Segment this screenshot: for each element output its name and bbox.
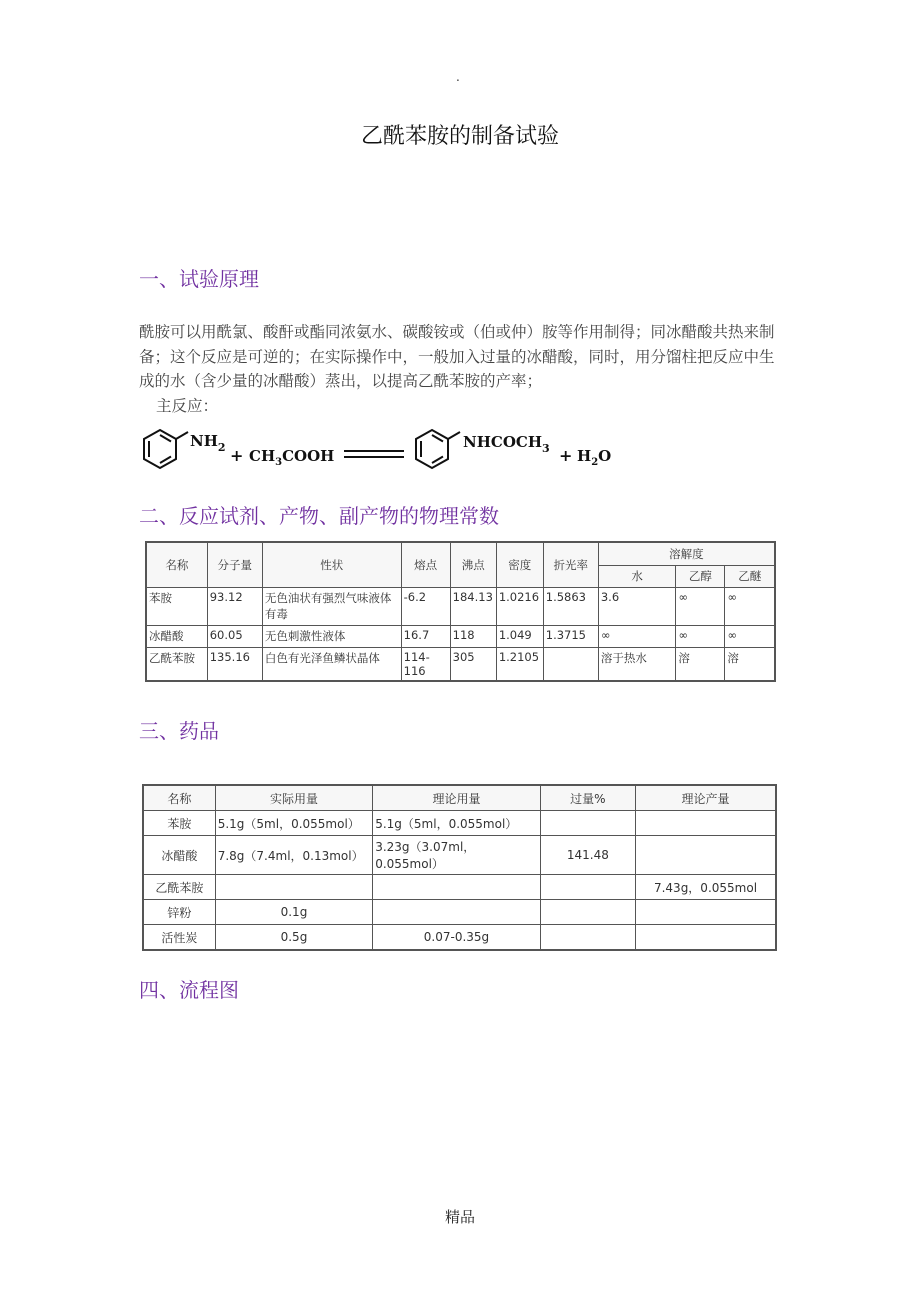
product2-part-b: O <box>598 447 612 465</box>
table-cell: 乙酰苯胺 <box>143 875 215 900</box>
header-solubility-water: 水 <box>598 565 676 587</box>
table-cell <box>540 925 635 951</box>
table-cell <box>636 811 776 836</box>
header-melting-point: 熔点 <box>401 542 450 587</box>
product2-part-a: H <box>577 447 592 465</box>
table-cell <box>540 811 635 836</box>
header-refractive-index: 折光率 <box>543 542 598 587</box>
benzene-ring-left <box>144 430 188 468</box>
header-name: 名称 <box>146 542 207 587</box>
table-cell: 冰醋酸 <box>143 836 215 875</box>
benzene-ring-right <box>416 430 460 468</box>
table-cell <box>215 875 372 900</box>
table-cell: 0.5g <box>215 925 372 951</box>
svg-text:CH3COOH <box>249 447 334 468</box>
reactant2-part-a: CH <box>249 447 276 465</box>
table-cell <box>540 875 635 900</box>
table-row <box>146 647 775 681</box>
table-cell: 苯胺 <box>143 811 215 836</box>
table-cell: 118 <box>450 625 496 647</box>
table-row <box>143 900 776 925</box>
table-cell: 141.48 <box>540 836 635 875</box>
section-heading-constants: 二、反应试剂、产物、副产物的物理常数 <box>139 504 499 528</box>
table-cell: 溶 <box>725 647 775 681</box>
svg-text:NH2 <box>190 432 226 454</box>
table-cell: 1.0216 <box>496 587 543 625</box>
table-cell: ∞ <box>676 587 725 625</box>
table-cell: 93.12 <box>207 587 262 625</box>
table-cell: 5.1g（5ml，0.055mol） <box>373 811 541 836</box>
table-cell: 无色油状有强烈气味液体有毒 <box>262 587 401 625</box>
table-cell: 0.07-0.35g <box>373 925 541 951</box>
table-cell: 3.23g（3.07ml，0.055mol） <box>373 836 541 875</box>
header-mark: . <box>456 70 460 84</box>
section-heading-flowchart: 四、流程图 <box>139 978 239 1002</box>
table-cell: 白色有光泽鱼鳞状晶体 <box>262 647 401 681</box>
table-cell: 7.43g，0.055mol <box>636 875 776 900</box>
header-theoretical-yield: 理论产量 <box>636 785 776 811</box>
header-name: 名称 <box>143 785 215 811</box>
section-heading-principle: 一、试验原理 <box>139 267 259 291</box>
reagents-table <box>142 784 777 951</box>
table-cell: 184.13 <box>450 587 496 625</box>
page-title: 乙酰苯胺的制备试验 <box>360 124 559 149</box>
table-cell: ∞ <box>725 587 775 625</box>
principle-paragraph: 酰胺可以用酰氯、酸酐或酯同浓氨水、碳酸铵或（伯或仲）胺等作用制得；同冰醋酸共热来制备；这个反应是可逆的；在实际操作中，一般加入过量的冰醋酸，同时，用分馏柱把反应中生成的水（含少量的冰醋酸）蒸出，以提高乙酰苯胺的产率； <box>139 323 775 390</box>
table-cell <box>636 925 776 951</box>
plus-sign-2: + <box>559 446 573 465</box>
svg-text:NHCOCH3 <box>463 433 550 455</box>
reactant2-part-b: COOH <box>282 447 335 465</box>
physical-constants-table <box>145 541 776 682</box>
table-cell: 1.3715 <box>543 625 598 647</box>
table-cell: ∞ <box>598 625 676 647</box>
table-cell: 5.1g（5ml，0.055mol） <box>215 811 372 836</box>
table-cell: ∞ <box>725 625 775 647</box>
table-cell: 1.049 <box>496 625 543 647</box>
table-cell <box>540 900 635 925</box>
table-cell: 305 <box>450 647 496 681</box>
table-row <box>146 587 775 625</box>
table-cell: 冰醋酸 <box>146 625 207 647</box>
table-cell: 3.6 <box>598 587 676 625</box>
table-cell: 0.1g <box>215 900 372 925</box>
product1-part-a: NHCOCH <box>463 433 542 451</box>
main-reaction-label: 主反应： <box>156 397 219 415</box>
table-cell: 活性炭 <box>143 925 215 951</box>
equilibrium-arrow <box>344 451 404 457</box>
header-boiling-point: 沸点 <box>450 542 496 587</box>
section-heading-reagents: 三、药品 <box>139 719 219 743</box>
header-molecular-weight: 分子量 <box>207 542 262 587</box>
footer-label: 精品 <box>444 1208 475 1226</box>
header-density: 密度 <box>496 542 543 587</box>
table-cell <box>636 900 776 925</box>
table-cell <box>636 836 776 875</box>
table-cell: 16.7 <box>401 625 450 647</box>
header-actual-amount: 实际用量 <box>215 785 372 811</box>
header-solubility-ethanol: 乙醇 <box>676 565 725 587</box>
table-cell: 60.05 <box>207 625 262 647</box>
table-cell: ∞ <box>676 625 725 647</box>
product1-sub: 3 <box>542 442 550 455</box>
svg-text:H2O <box>577 447 611 468</box>
table-cell: 乙酰苯胺 <box>146 647 207 681</box>
table-cell: 135.16 <box>207 647 262 681</box>
table-cell: -6.2 <box>401 587 450 625</box>
header-theoretical-amount: 理论用量 <box>373 785 541 811</box>
table-cell: 7.8g（7.4ml，0.13mol） <box>215 836 372 875</box>
table-cell <box>373 900 541 925</box>
header-solubility-ether: 乙醚 <box>725 565 775 587</box>
table-cell: 锌粉 <box>143 900 215 925</box>
table-cell: 1.5863 <box>543 587 598 625</box>
reaction-equation <box>138 426 638 476</box>
table-cell: 无色刺激性液体 <box>262 625 401 647</box>
table-cell <box>373 875 541 900</box>
reactant1-sub: 2 <box>217 441 226 454</box>
table-row <box>143 811 776 836</box>
table-cell: 溶于热水 <box>598 647 676 681</box>
header-excess-percent: 过量% <box>540 785 635 811</box>
table-row <box>143 875 776 900</box>
header-appearance: 性状 <box>262 542 401 587</box>
table-cell <box>543 647 598 681</box>
reactant1-group: NH <box>190 432 218 450</box>
plus-sign-1: + <box>230 446 244 465</box>
reactant2-sub: 3 <box>275 457 283 468</box>
table-cell: 溶 <box>676 647 725 681</box>
table-row <box>143 836 776 875</box>
header-solubility: 溶解度 <box>598 542 775 565</box>
table-cell: 苯胺 <box>146 587 207 625</box>
table-cell: 1.2105 <box>496 647 543 681</box>
table-row <box>146 625 775 647</box>
table-cell: 114-116 <box>401 647 450 681</box>
product2-sub: 2 <box>591 457 599 468</box>
table-row <box>143 925 776 951</box>
